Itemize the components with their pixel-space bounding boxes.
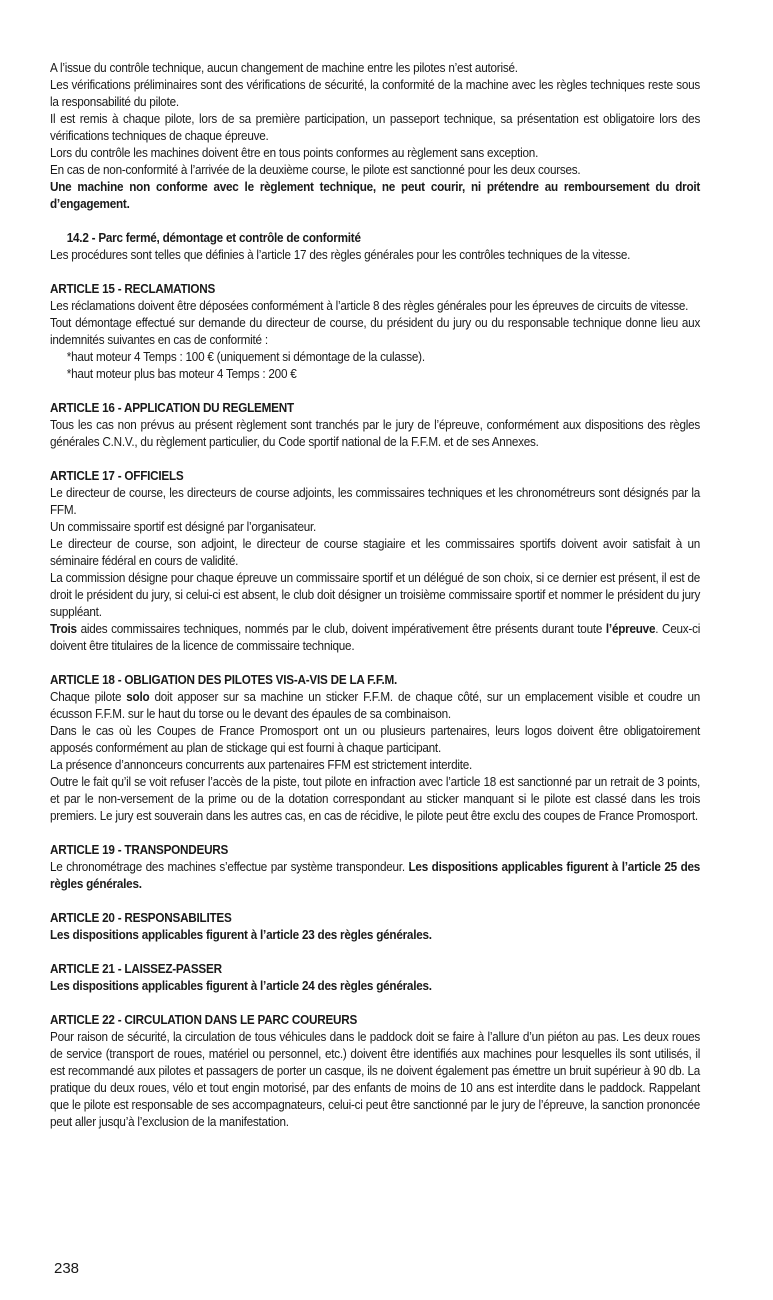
document-body bbox=[50, 60, 700, 1131]
article-15-paragraph-1: Les réclamations doivent être déposées conformément à l’article 8 des règles générales pour les épreuves de circuits de vitesse. bbox=[50, 299, 689, 313]
article-17-p5-mid: aides commissaires techniques, nommés par le club, doivent impérativement être présents durant toute bbox=[76, 622, 606, 636]
article-18-p1-start: Chaque pilote bbox=[50, 690, 127, 704]
article-15-paragraph-2: Tout démontage effectué sur demande du directeur de course, du président du jury ou du responsable technique donne lieu aux indemnités suivantes en cas de conformité : bbox=[50, 316, 701, 347]
article-19-title: ARTICLE 19 - TRANSPONDEURS bbox=[50, 843, 229, 857]
article-17-bold-epreuve: l’épreuve bbox=[605, 622, 656, 636]
article-17-paragraph-5 bbox=[50, 621, 700, 655]
article-20-text: Les dispositions applicables figurent à l’article 23 des règles générales. bbox=[50, 928, 432, 942]
intro-paragraph-1: A l’issue du contrôle technique, aucun changement de machine entre les pilotes n’est autorisé. bbox=[50, 61, 518, 75]
article-18-paragraph-3: La présence d’annonceurs concurrents aux partenaires FFM est strictement interdite. bbox=[50, 758, 473, 772]
article-17-title: ARTICLE 17 - OFFICIELS bbox=[50, 469, 184, 483]
article-22-text: Pour raison de sécurité, la circulation de tous véhicules dans le paddock doit se faire à l’allure d’un piéton au pas. Les deux roues de service (transport de roues, matériel ou personnel, etc.) doivent être identifiés aux machines pour lesquelles ils sont utilisés, il est recommandé aux pilotes et passagers de porter un casque, ils ne doivent également pas émettre un bruit supérieur à 90 db. La pratique du deux roues, vélo et tout engin motorisé, par des enfants de moins de 10 ans est interdite dans le paddock. Rappelant que le pilote est responsable de ses accompagnateurs, celui-ci peut être sanctionné par le jury de l’épreuve, la sanction prononcée peut aller jusqu’à l’exclusion de la manifestation. bbox=[50, 1030, 701, 1129]
article-15-item-1: *haut moteur 4 Temps : 100 € (uniquement si démontage de la culasse). bbox=[66, 350, 425, 364]
article-17-paragraph-1: Le directeur de course, les directeurs de course adjoints, les commissaires techniques et les chronométreurs sont désignés par la FFM. bbox=[50, 486, 701, 517]
article-17-p5-end: . Ceux-ci doivent être titulaires de la licence de commissaire technique. bbox=[50, 622, 701, 653]
article-19-paragraph bbox=[50, 859, 700, 893]
intro-paragraph-4: Lors du contrôle les machines doivent être en tous points conformes au règlement sans exception. bbox=[50, 146, 539, 160]
intro-paragraph-5: En cas de non-conformité à l’arrivée de la deuxième course, le pilote est sanctionné pour les deux courses. bbox=[50, 163, 581, 177]
article-18-title: ARTICLE 18 - OBLIGATION DES PILOTES VIS-A-VIS DE LA F.F.M. bbox=[50, 673, 398, 687]
article-17-bold-trois: Trois bbox=[50, 622, 77, 636]
article-17-paragraph-3: Le directeur de course, son adjoint, le directeur de course stagiaire et les commissaires sportifs doivent avoir satisfait à un séminaire fédéral en cours de validité. bbox=[50, 537, 701, 568]
article-16-title: ARTICLE 16 - APPLICATION DU REGLEMENT bbox=[50, 401, 294, 415]
article-20-title: ARTICLE 20 - RESPONSABILITES bbox=[50, 911, 232, 925]
article-17-paragraph-2: Un commissaire sportif est désigné par l’organisateur. bbox=[50, 520, 317, 534]
article-15-title: ARTICLE 15 - RECLAMATIONS bbox=[50, 282, 216, 296]
article-18-p1-end: doit apposer sur sa machine un sticker F.F.M. de chaque côté, sur un emplacement visible et coudre un écusson F.F.M. sur le haut du torse ou le devant des épaules de sa combinaison. bbox=[50, 690, 701, 721]
article-18-paragraph-4: Outre le fait qu’il se voit refuser l’accès de la piste, tout pilote en infraction avec l’article 18 est sanctionné par un retrait de 3 points, et par le non-versement de la prime ou de la dotation correspondant au sticker manquant si le pilote est classé dans les trois premiers. Le jury est souverain dans les autres cas, en cas de récidive, le pilote peut être exclu des coupes de France Promosport. bbox=[50, 775, 701, 823]
article-21-title: ARTICLE 21 - LAISSEZ-PASSER bbox=[50, 962, 222, 976]
article-19-bold: Les dispositions applicables figurent à l’article 25 des règles générales. bbox=[50, 860, 701, 891]
article-15-item-2: *haut moteur plus bas moteur 4 Temps : 200 € bbox=[66, 367, 297, 381]
article-21-text: Les dispositions applicables figurent à l’article 24 des règles générales. bbox=[50, 979, 432, 993]
article-18-paragraph-1 bbox=[50, 689, 700, 723]
section-14-2-title: 14.2 - Parc fermé, démontage et contrôle de conformité bbox=[66, 231, 361, 245]
intro-bold-paragraph: Une machine non conforme avec le règlement technique, ne peut courir, ni prétendre au remboursement du droit d’engagement. bbox=[50, 180, 701, 211]
section-14-2-text: Les procédures sont telles que définies à l’article 17 des règles générales pour les contrôles techniques de la vitesse. bbox=[50, 248, 631, 262]
article-18-paragraph-2: Dans le cas où les Coupes de France Promosport ont un ou plusieurs partenaires, leurs logos doivent être obligatoirement apposés conformément au plan de stickage qui est fourni à chaque participant. bbox=[50, 724, 701, 755]
article-18-bold-solo: solo bbox=[126, 690, 150, 704]
page-number: 238 bbox=[54, 1260, 80, 1277]
article-22-title: ARTICLE 22 - CIRCULATION DANS LE PARC COUREURS bbox=[50, 1013, 358, 1027]
intro-paragraph-3: Il est remis à chaque pilote, lors de sa première participation, un passeport technique, sa présentation est obligatoire lors des vérifications techniques de chaque épreuve. bbox=[50, 112, 701, 143]
article-17-paragraph-4: La commission désigne pour chaque épreuve un commissaire sportif et un délégué de son choix, si ce dernier est présent, il est de droit le président du jury, si celui-ci est absent, le club doit désigner un troisième commissaire sportif et nommer le président du jury suppléant. bbox=[50, 571, 701, 619]
intro-paragraph-2: Les vérifications préliminaires sont des vérifications de sécurité, la conformité de la machine avec les règles techniques reste sous la responsabilité du pilote. bbox=[50, 78, 701, 109]
article-19-text: Le chronométrage des machines s’effectue par système transpondeur. bbox=[50, 860, 409, 874]
article-16-text: Tous les cas non prévus au présent règlement sont tranchés par le jury de l’épreuve, conformément aux dispositions des règles générales C.N.V., du règlement particulier, du Code sportif national de la F.F.M. et de ses Annexes. bbox=[50, 418, 701, 449]
